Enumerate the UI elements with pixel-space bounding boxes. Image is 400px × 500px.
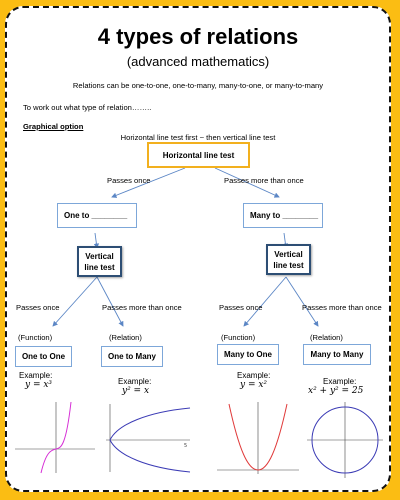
vertical-test-line2: line test (273, 260, 304, 270)
sideways-parabola-graph (98, 400, 194, 475)
relation-label-right: (Relation) (310, 333, 343, 342)
many-to-box: Many to ________ (243, 203, 323, 228)
result-one-to-many: One to Many (101, 346, 163, 367)
example-label-1: Example: (19, 371, 53, 380)
horizontal-test-box: Horizontal line test (147, 142, 250, 168)
vertical-test-box-left (77, 246, 122, 277)
test-order-text: Horizontal line test first ~ then vertical line test (120, 133, 276, 142)
function-label-right: (Function) (221, 333, 256, 342)
parabola-graph (215, 400, 301, 475)
relation-label-left: (Relation) (109, 333, 142, 342)
branch-right-label: Passes more than once (224, 176, 304, 185)
left-passes-more: Passes more than once (102, 303, 182, 312)
one-to-box: One to ________ (57, 203, 137, 228)
example-label-2: Example: (118, 377, 152, 386)
example-equation-1: y = x³ (25, 380, 53, 390)
result-many-to-many: Many to Many (303, 344, 371, 365)
example-equation-3: y = x² (240, 380, 268, 390)
cubic-graph (13, 400, 97, 475)
circle-graph (305, 400, 385, 480)
vertical-test-box-right (266, 244, 311, 275)
svg-text:5: 5 (184, 443, 188, 449)
vertical-test-line1: Vertical (274, 249, 303, 259)
branch-left-label: Passes once (107, 176, 151, 185)
example-label-4: Example: (323, 377, 357, 386)
intro-text: Relations can be one-to-one, one-to-many, many-to-one, or many-to-many (72, 81, 324, 90)
graphical-option-heading: Graphical option (23, 122, 84, 131)
page-subtitle: (advanced mathematics) (126, 54, 270, 69)
right-passes-once: Passes once (219, 303, 263, 312)
right-passes-more: Passes more than once (302, 303, 382, 312)
vertical-test-line2: line test (84, 262, 115, 272)
result-many-to-one: Many to One (217, 344, 279, 365)
worksheet-card (5, 6, 391, 492)
result-one-to-one: One to One (15, 346, 72, 367)
vertical-test-line1: Vertical (85, 251, 114, 261)
function-label-left: (Function) (18, 333, 53, 342)
work-out-text: To work out what type of relation…….. (23, 103, 152, 112)
page-title: 4 types of relations (97, 24, 299, 49)
example-equation-2: y² = x (122, 386, 150, 396)
example-label-3: Example: (237, 371, 271, 380)
left-passes-once: Passes once (16, 303, 60, 312)
example-equation-4: x² + y² = 25 (308, 386, 364, 396)
